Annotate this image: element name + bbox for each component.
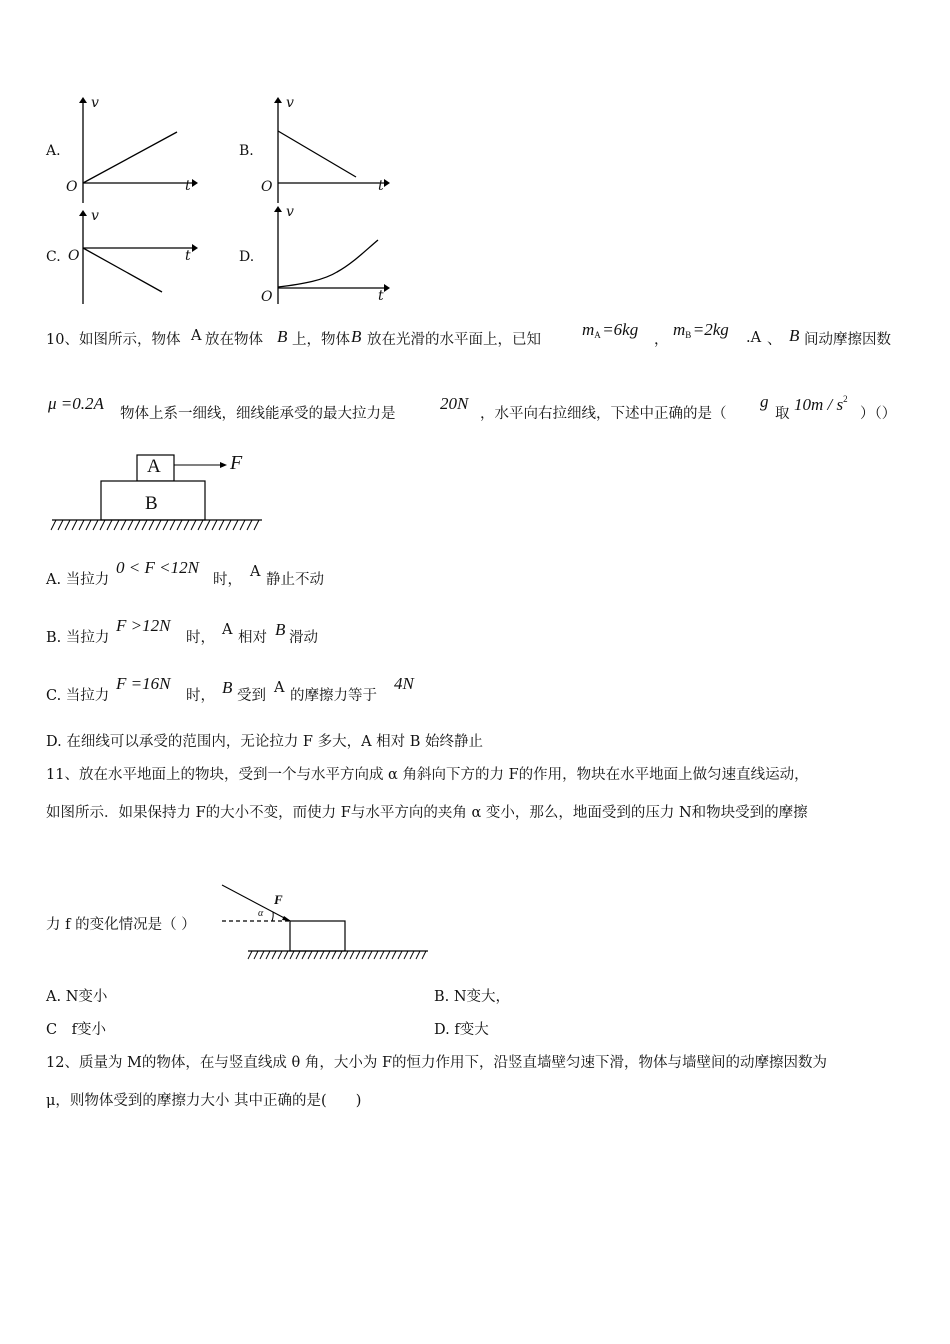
graph-option-b [234, 95, 394, 205]
mass-b: $m_B$ =2kg [673, 320, 729, 340]
question-11-line-3: 力 f 的变化情况是（ ） [46, 917, 196, 933]
v-axis-label: v [91, 208, 99, 224]
v-axis-label: v [286, 95, 294, 111]
t-axis-label: t [378, 178, 384, 194]
mass-a: $m_A$ =6kg [582, 320, 639, 340]
t-axis-label: t [185, 178, 191, 194]
q10-option-d[interactable]: D. 在细线可以承受的范围内，无论拉力 F 多大，A 相对 B 始终静止 [46, 734, 484, 750]
q10-option-c[interactable]: C. 当拉力 F =16N 时， B 受到 A 的摩擦力等于 4N [46, 674, 414, 704]
question-12-line-1: 12、质量为 M的物体，在与竖直线成 θ 角，大小为 F的恒力作用下，沿竖直墙壁匀速下滑，物体与墙壁间的动摩擦因数为 [46, 1055, 828, 1071]
origin-label: O [261, 289, 273, 305]
graph-option-c [40, 208, 200, 308]
force-label: F [274, 892, 283, 907]
origin-label: O [68, 248, 80, 264]
force-diagram [218, 880, 433, 962]
graph-option-label: D. [239, 249, 255, 265]
v-axis-label: v [286, 204, 294, 220]
block-b-label: B [145, 493, 158, 514]
graph-option-label: A. [46, 143, 61, 159]
inclined-force-figure [218, 880, 433, 962]
question-11-line-2: 如图所示．如果保持力 F的大小不变，而使力 F与水平方向的夹角 α 变小，那么，地面受到的压力 N和物块受到的摩擦 [46, 805, 808, 821]
question-12-line-2: μ，则物体受到的摩擦力大小 其中正确的是( ) [46, 1093, 362, 1109]
block-a-label: A [147, 456, 161, 477]
angle-label: α [258, 908, 264, 919]
q10-option-a[interactable]: A. 当拉力 0 < F <12N 时， A 静止不动 [46, 558, 324, 588]
q11-option-b[interactable]: B. N变大， [434, 989, 511, 1005]
graph-option-label: B. [239, 143, 254, 159]
vt-graph [40, 208, 200, 308]
q11-option-a[interactable]: A. N变小 [46, 989, 108, 1005]
force-label: F [230, 452, 243, 474]
graph-option-d [234, 204, 394, 308]
vt-graph [40, 95, 200, 205]
origin-label: O [261, 179, 273, 195]
q11-option-d[interactable]: D. f变大 [434, 1022, 489, 1038]
graph-option-label: C. [46, 249, 61, 265]
t-axis-label: t [378, 288, 384, 304]
q11-option-c[interactable]: C f变小 [46, 1022, 106, 1038]
blocks-figure [48, 450, 268, 535]
vt-graph [234, 95, 394, 205]
graph-option-a [40, 95, 200, 205]
t-axis-label: t [185, 248, 191, 264]
vt-graph [234, 204, 394, 308]
q10-option-b[interactable]: B. 当拉力 F >12N 时， A 相对 B 滑动 [46, 616, 318, 646]
question-11-line-1: 11、放在水平地面上的物块，受到一个与水平方向成 α 角斜向下方的力 F的作用，物块在水平地面上做匀速直线运动， [46, 767, 809, 783]
v-axis-label: v [91, 95, 99, 111]
origin-label: O [66, 179, 78, 195]
